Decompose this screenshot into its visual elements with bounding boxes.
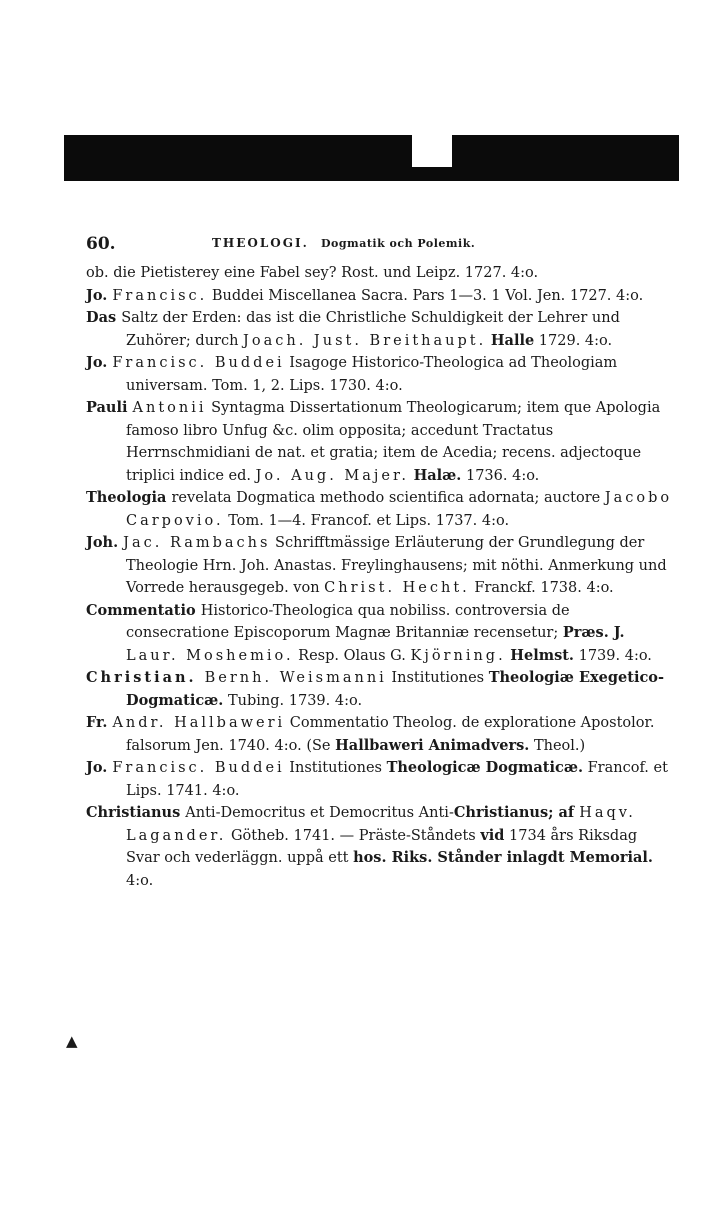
- bibliography-entry: [86, 285, 674, 308]
- entry-text-segment: Buddei Miscellanea Sacra. Pars 1—3. 1 Vol. Jen. 1727. 4:o.: [207, 287, 644, 304]
- entry-text-segment: Jo.: [86, 759, 113, 776]
- entry-text-segment: Theologicæ Dogmaticæ.: [386, 759, 584, 776]
- page-number: 60.: [86, 234, 116, 254]
- entry-text-segment: Fr.: [86, 714, 113, 731]
- entry-text-segment: Helmst.: [510, 646, 574, 664]
- entry-text-segment: Bernh. Weismanni: [204, 670, 387, 686]
- entry-text-segment: Institutiones: [386, 670, 489, 686]
- entry-text-segment: Resp. Olaus G.: [293, 647, 411, 664]
- entry-text-segment: Götheb. 1741. — Präste-Ståndets: [226, 827, 481, 844]
- bibliography-entry: [86, 352, 674, 397]
- entry-text-segment: Francisc. Buddei: [112, 355, 285, 371]
- entry-text-segment: Historico-Theologica qua nobiliss. controversia de consecratione Episcoporum Magnæ Britanniæ recensetur;: [126, 602, 570, 641]
- entry-text-segment: Hallbaweri Animadvers.: [335, 736, 530, 754]
- entry-text-segment: Christian.: [86, 669, 205, 686]
- entry-text-segment: Haqv. Lagander.: [126, 805, 636, 844]
- entry-text-segment: 4:o.: [126, 872, 154, 889]
- entry-text-segment: Theologia: [86, 489, 172, 506]
- entry-text-segment: Das: [86, 309, 122, 326]
- bibliography-entry: [86, 262, 674, 285]
- entry-text-segment: Institutiones: [284, 760, 387, 776]
- bibliography-entry: [86, 667, 674, 712]
- entry-text-segment: 1739. 4:o.: [573, 647, 652, 664]
- entry-text-segment: Pauli: [86, 399, 133, 416]
- entry-text-segment: Antonii: [132, 400, 207, 416]
- bibliography-entry: [86, 802, 674, 892]
- entry-text-segment: Kjörning.: [410, 647, 506, 664]
- entry-text-segment: Jo.: [86, 354, 113, 371]
- entry-text-segment: revelata Dogmatica methodo scientifica adornata; auctore: [171, 490, 605, 506]
- bibliography-entries: [86, 262, 674, 892]
- running-head-subtitle: Dogmatik och Polemik.: [320, 237, 476, 250]
- entry-text-segment: Saltz der Erden: das ist die Christliche Schuldigkeit der Lehrer und Zuhörer; durch: [121, 310, 620, 349]
- scan-border-bar: [64, 135, 679, 181]
- running-head-title: THEOLOGI.: [212, 236, 309, 250]
- bibliography-entry: [86, 397, 674, 487]
- bibliography-entry: [86, 487, 674, 532]
- bibliography-entry: [86, 757, 674, 802]
- entry-text-segment: 1736. 4:o.: [461, 467, 540, 484]
- entry-text-segment: Joach. Just. Breithaupt.: [243, 332, 487, 349]
- entry-text-segment: 1729. 4:o.: [534, 332, 613, 349]
- entry-text-segment: Syntagma Dissertationum Theologicarum; item que Apologia famoso libro Unfug &c. olim opposita; accedunt Tractatus Herrnschmidiani de nat. et gratia; item de Acedia; recens. adjectoque triplici indice ed.: [126, 400, 661, 484]
- running-head: [212, 236, 475, 250]
- bibliography-entry: [86, 307, 674, 352]
- entry-text-segment: Isagoge Historico-Theologica ad Theologiam universam. Tom. 1, 2. Lips. 1730. 4:o.: [126, 355, 618, 394]
- entry-text-segment: Laur. Moshemio.: [126, 647, 294, 664]
- bibliography-entry: [86, 532, 674, 600]
- entry-text-segment: Tom. 1—4. Francof. et Lips. 1737. 4:o.: [223, 512, 510, 529]
- entry-text-segment: vid: [480, 826, 505, 844]
- entry-text-segment: Jacobo Carpovio.: [126, 490, 673, 529]
- entry-text-segment: Christianus; af: [453, 804, 580, 821]
- entry-text-segment: Christianus: [86, 804, 186, 821]
- entry-text-segment: Christ. Hecht.: [324, 580, 470, 596]
- bibliography-entry: [86, 600, 674, 668]
- entry-text-segment: Franckf. 1738. 4:o.: [469, 580, 614, 596]
- entry-text-segment: Præs. J.: [562, 624, 625, 641]
- entry-text-segment: Commentatio Theolog. de exploratione Apostolor. falsorum Jen. 1740. 4:o. (Se: [126, 715, 655, 754]
- entry-text-segment: Francof. et Lips. 1741. 4:o.: [126, 760, 668, 799]
- entry-text-segment: 1734 års Riksdag Svar och vederläggn. uppå ett: [126, 827, 638, 866]
- entry-text-segment: Schrifftmässige Erläuterung der Grundlegung der Theologie Hrn. Joh. Anastas. Freylinghausens; mit nöthi. Anmerkung und Vorrede herausgegeb. von: [126, 535, 667, 596]
- entry-text-segment: Francisc.: [112, 287, 208, 304]
- entry-text-segment: Jo. Aug. Majer.: [255, 467, 409, 484]
- entry-text-segment: Andr. Hallbaweri: [112, 715, 286, 731]
- bibliography-entry: [86, 712, 674, 757]
- entry-text-segment: Tubing. 1739. 4:o.: [223, 692, 363, 709]
- entry-text-segment: Jac. Rambachs: [123, 535, 271, 551]
- entry-text-segment: Commentatio: [86, 601, 201, 619]
- entry-text-segment: Joh.: [86, 534, 124, 551]
- entry-text-segment: Halæ.: [413, 466, 462, 484]
- entry-text-segment: Jo.: [86, 286, 113, 304]
- margin-mark: ▲: [66, 1032, 78, 1050]
- entry-text-segment: hos. Riks. Stånder inlagdt Memorial.: [353, 849, 653, 866]
- entry-text-segment: Francisc. Buddei: [112, 760, 285, 776]
- entry-text-segment: Anti-Democritus et Democritus Anti-: [185, 805, 454, 821]
- scan-border-notch: [412, 135, 452, 167]
- entry-text-segment: ob. die Pietisterey eine Fabel sey? Rost. und Leipz. 1727. 4:o.: [86, 265, 539, 281]
- entry-text-segment: Halle: [490, 331, 535, 349]
- entry-text-segment: Theol.): [529, 737, 586, 754]
- entry-text-segment: Theologiæ Exegetico-Dogmaticæ.: [126, 669, 664, 709]
